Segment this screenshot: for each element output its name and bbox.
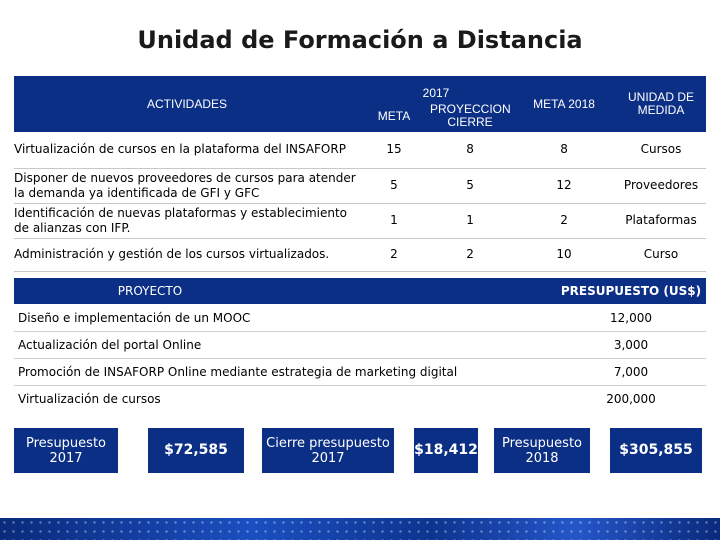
projection-value: 1: [428, 203, 512, 238]
budget-2018-value: $305,855: [610, 428, 702, 473]
unit-header: UNIDAD DE MEDIDA: [616, 76, 706, 132]
table-row: [14, 358, 706, 385]
project-name: Promoción de INSAFORP Online mediante estrategia de marketing digital: [18, 365, 458, 379]
project-name: Diseño e implementación de un MOOC: [18, 310, 251, 325]
unit-value: Curso: [616, 238, 706, 271]
meta2018-header: META 2018: [512, 76, 616, 132]
meta-value: 1: [360, 203, 428, 238]
meta2018-value: 12: [512, 168, 616, 203]
activities-table: [14, 76, 706, 272]
table-row: [14, 168, 706, 203]
unit-value: Cursos: [616, 132, 706, 168]
table-row: [14, 331, 706, 358]
activity-name: Identificación de nuevas plataformas y establecimiento de alianzas con IFP.: [14, 203, 360, 238]
page-title: Unidad de Formación a Distancia: [137, 26, 583, 54]
meta-value: 2: [360, 238, 428, 271]
project-header: PROYECTO: [117, 284, 183, 298]
closing-2017-label: Cierre presupuesto 2017: [262, 428, 394, 473]
table-row: [14, 238, 706, 271]
meta2018-value: 10: [512, 238, 616, 271]
project-name: Actualización del portal Online: [18, 338, 202, 352]
project-amount: 12,000: [610, 310, 652, 325]
budget-header: PRESUPUESTO (US$): [560, 284, 702, 298]
footer-band: [0, 518, 720, 540]
meta2018-value: 8: [512, 132, 616, 168]
unit-value: Plataformas: [616, 203, 706, 238]
table-row: [14, 132, 706, 168]
meta-header: META: [360, 100, 428, 132]
projects-table: [14, 278, 706, 412]
meta-value: 15: [360, 132, 428, 168]
activity-name: Virtualización de cursos en la plataforma del INSAFORP: [14, 132, 360, 168]
footer-pattern: [0, 518, 720, 540]
budget-2018-label: Presupuesto 2018: [494, 428, 590, 473]
table-row: [14, 203, 706, 238]
activity-name: Administración y gestión de los cursos virtualizados.: [14, 238, 360, 271]
projects-header-row: [14, 278, 706, 304]
closing-2017-value: $18,412: [414, 428, 478, 473]
unit-value: Proveedores: [616, 168, 706, 203]
project-amount: 7,000: [613, 365, 649, 379]
budget-summary: [14, 428, 706, 473]
meta-value: 5: [360, 168, 428, 203]
year-header: 2017: [360, 76, 512, 100]
table-row: [14, 385, 706, 412]
project-name: Virtualización de cursos: [18, 392, 161, 406]
project-amount: 200,000: [606, 392, 656, 406]
projection-header: PROYECCION CIERRE: [428, 100, 512, 132]
activity-name: Disponer de nuevos proveedores de cursos para atender la demanda ya identificada de GFI y GFC: [14, 168, 360, 203]
budget-2017-value: $72,585: [148, 428, 244, 473]
meta2018-value: 2: [512, 203, 616, 238]
project-amount: 3,000: [613, 338, 649, 352]
budget-2017-label: Presupuesto 2017: [14, 428, 118, 473]
activities-header: ACTIVIDADES: [14, 76, 360, 132]
projection-value: 2: [428, 238, 512, 271]
projection-value: 8: [428, 132, 512, 168]
projection-value: 5: [428, 168, 512, 203]
table-row: [14, 304, 706, 331]
